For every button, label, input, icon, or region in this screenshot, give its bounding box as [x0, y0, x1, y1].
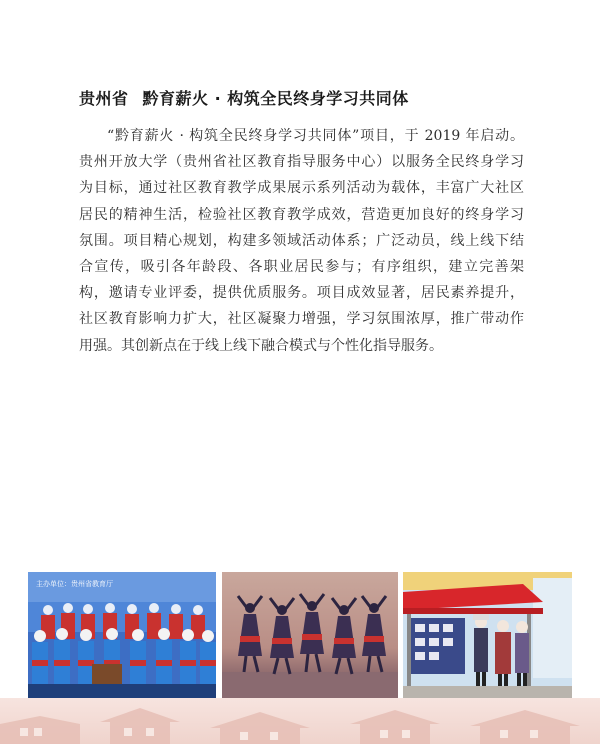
photo1-banner-text: 主办单位：贵州省教育厅 — [36, 580, 113, 588]
heading-province: 贵州省 — [79, 89, 129, 108]
paragraph-line: 构，邀请专业评委，提供优质服务。项目成效显著，居民素养提升， — [79, 285, 524, 302]
paragraph-line: 合宣传，吸引各年龄段、各职业居民参与；有序组织，建立完善架 — [79, 259, 524, 276]
paragraph-line: 为目标，通过社区教育教学成果展示系列活动为载体，丰富广大社区 — [79, 180, 524, 197]
body-paragraph — [79, 123, 524, 359]
paragraph-line: “黔育薪火 · 构筑全民终身学习共同体”项目，于 2019 年启动。 — [107, 128, 524, 144]
paragraph-line: 居民的精神生活，检验社区教育教学成效，营造更加良好的终身学习 — [79, 206, 524, 223]
paragraph-line: 社区教育影响力扩大，社区凝聚力增强，学习氛围浓厚，推广带动作 — [79, 311, 524, 328]
paragraph-line: 贵州开放大学（贵州省社区教育指导服务中心）以服务全民终身学习 — [79, 154, 524, 171]
paragraph-line: 氛围。项目精心规划，构建多领域活动体系；广泛动员，线上线下结 — [79, 232, 524, 249]
paragraph-line: 用强。其创新点在于线上线下融合模式与个性化指导服务。 — [79, 337, 443, 354]
heading-title: 黔育薪火 · 构筑全民终身学习共同体 — [142, 89, 409, 108]
photo-exhibition-tent — [403, 572, 572, 698]
photo-choir-performance — [28, 572, 216, 698]
decorative-footer-band — [0, 698, 600, 744]
section-heading — [79, 86, 409, 109]
photo-dance-performance — [222, 572, 398, 698]
